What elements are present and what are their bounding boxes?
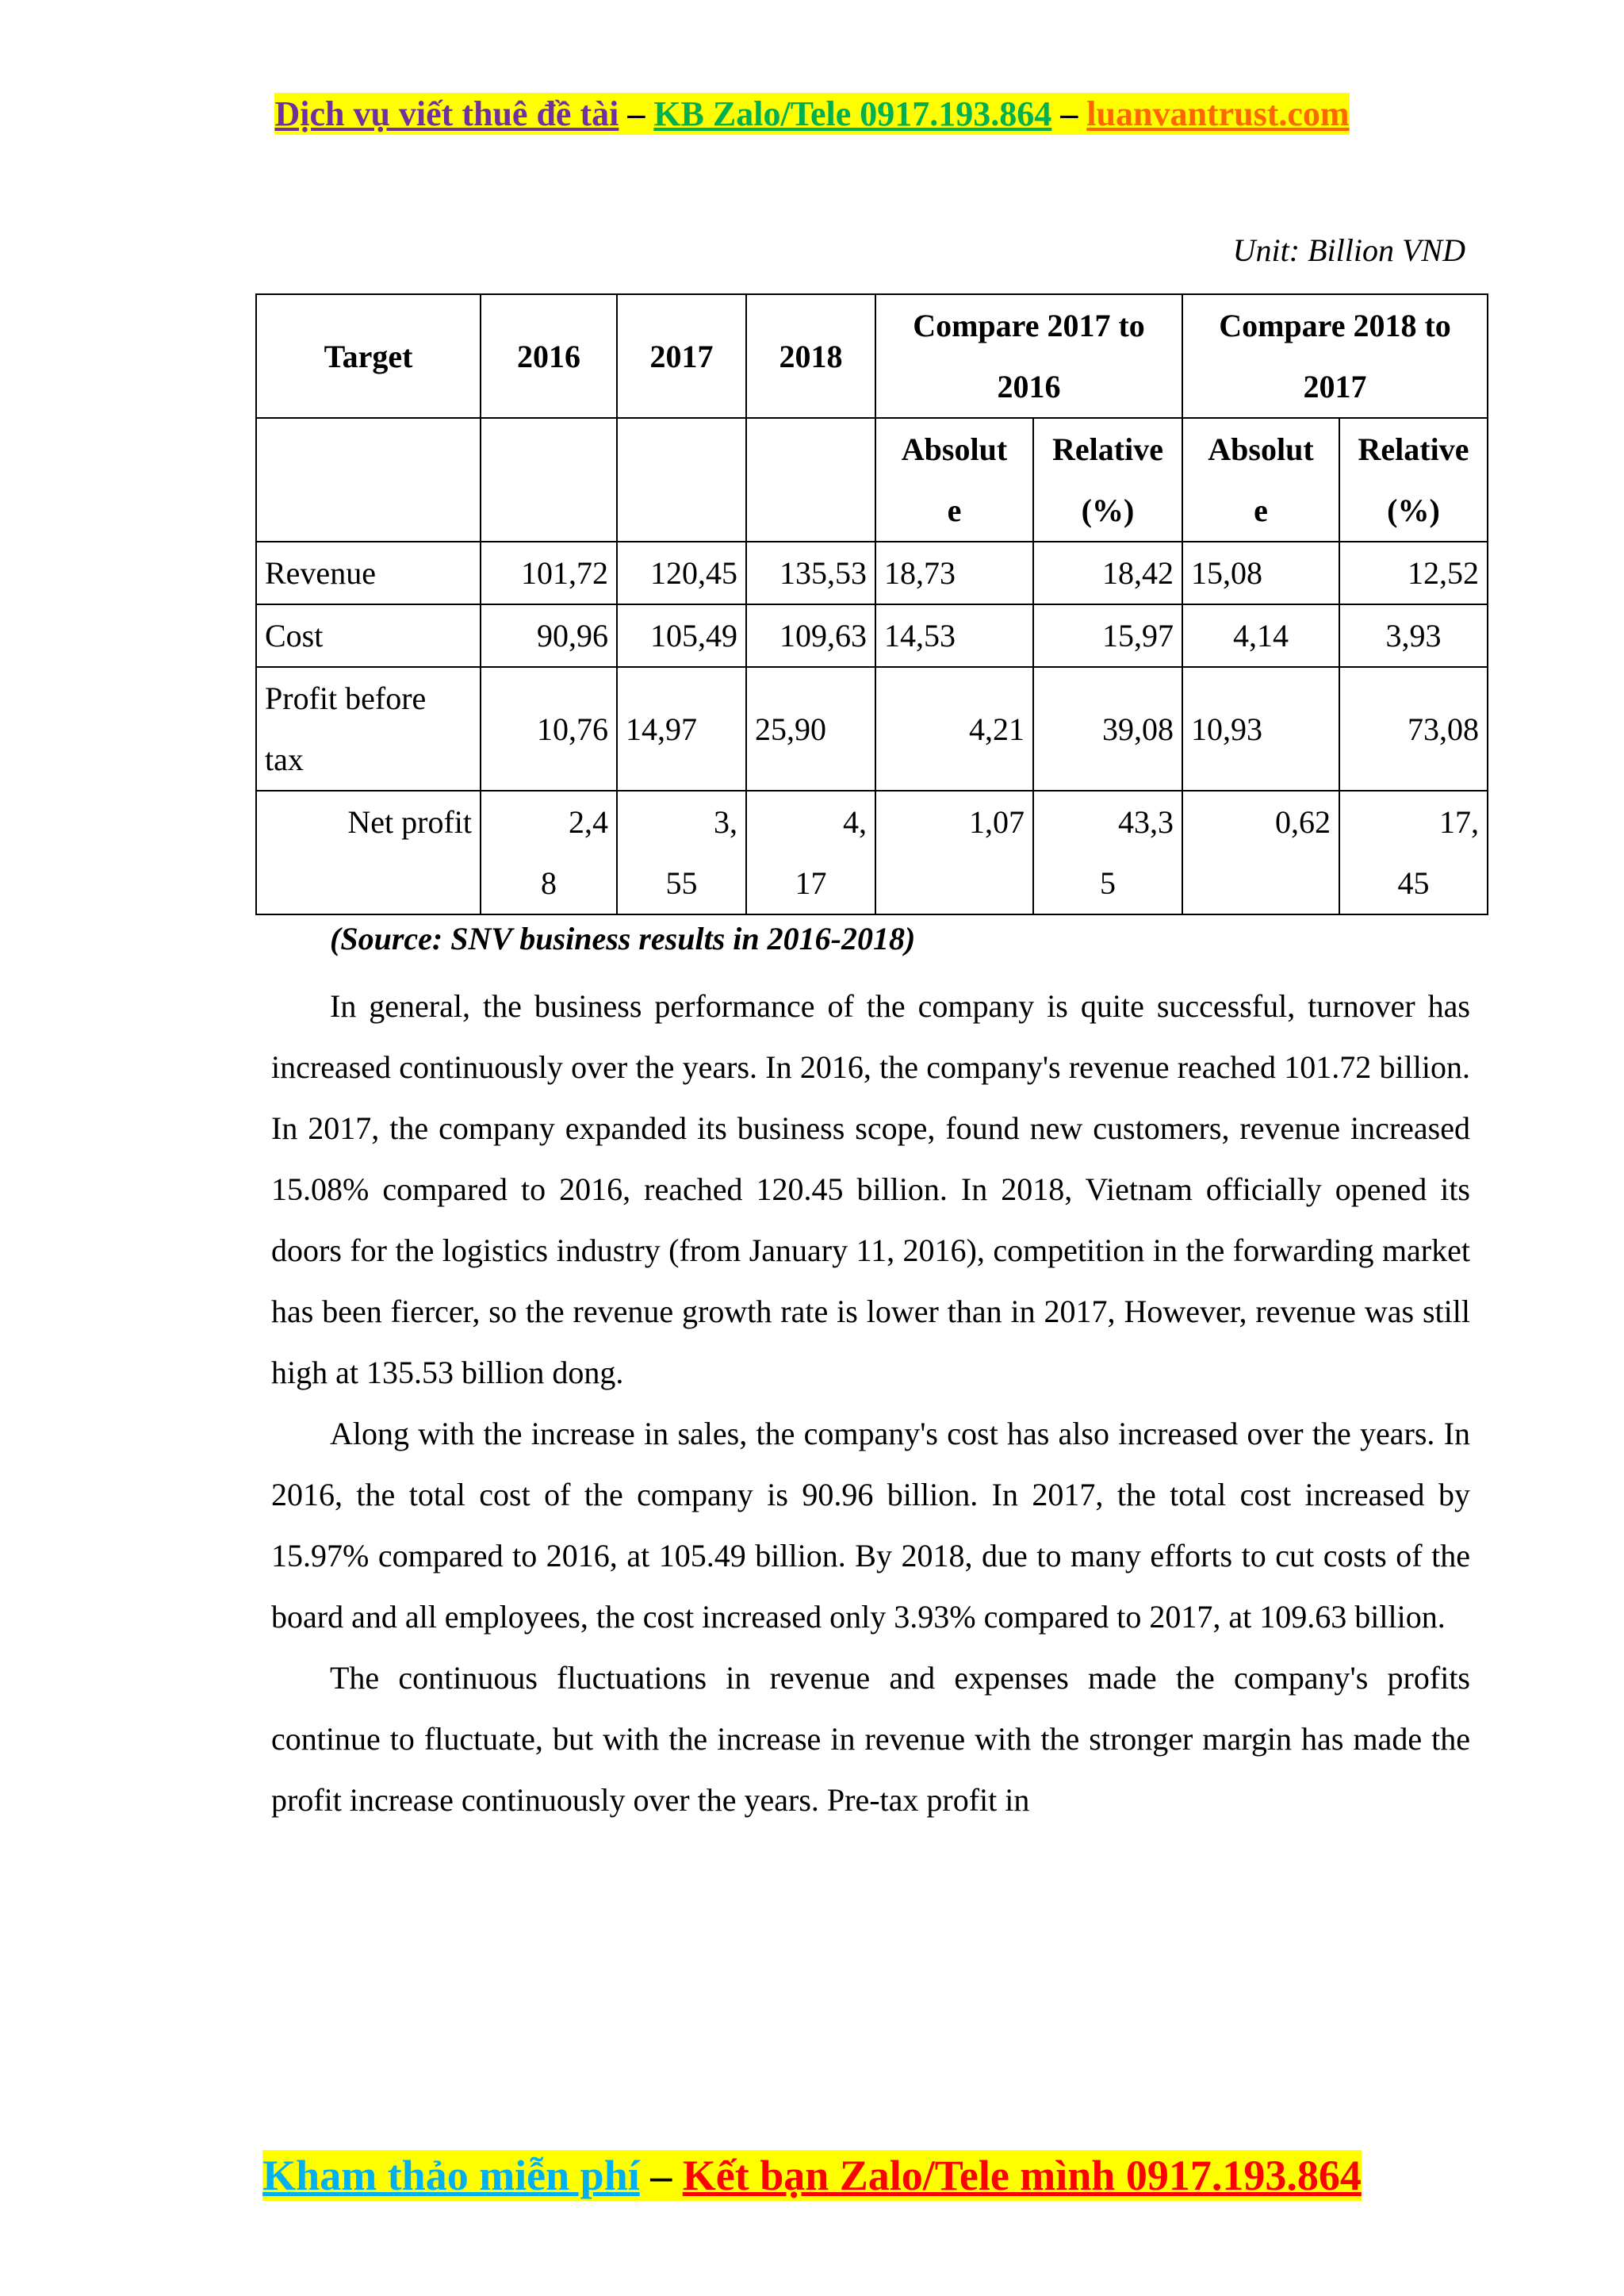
cell-relative-1: 15,97 (1033, 604, 1182, 667)
cell-absolute-2: 15,08 (1182, 542, 1339, 604)
cell-relative-2: 73,08 (1339, 667, 1488, 791)
footer-banner-separator: – (639, 2152, 683, 2199)
header-banner-website-link[interactable]: luanvantrust.com (1086, 94, 1350, 133)
header-2016: 2016 (481, 294, 617, 418)
paragraph: In general, the business performance of the company is quite successful, turnover has increased continuously over the years. In 2016, the company's revenue reached 101.72 billion. In 2017, the company expanded its business scope, found new customers, revenue increased 15.08% compared to 2016, reached 120.45 billion. In 2018, Vietnam officially opened its doors for the logistics industry (from January 11, 2016), competition in the forwarding market has been fiercer, so the revenue growth rate is lower than in 2017, However, revenue was still high at 135.53 billion dong. (271, 988, 1470, 1390)
table-header-row (256, 294, 1488, 418)
cell-2018: 4, 17 (746, 791, 875, 914)
cell-2017: 14,97 (617, 667, 746, 791)
table-row-cost (256, 604, 1488, 667)
header-banner-service[interactable]: Dịch vụ viết thuê đề tài (274, 94, 619, 133)
cell-relative-1: 18,42 (1033, 542, 1182, 604)
table-row-revenue (256, 542, 1488, 604)
cell-absolute-1: 18,73 (875, 542, 1033, 604)
cell-relative-2: 12,52 (1339, 542, 1488, 604)
header-target: Target (256, 294, 481, 418)
cell-absolute-1: 4,21 (875, 667, 1033, 791)
header-relative-1: Relative (%) (1033, 418, 1182, 542)
business-results-table (255, 293, 1488, 915)
cell-relative-2: 17, 45 (1339, 791, 1488, 914)
paragraph: Along with the increase in sales, the company's cost has also increased over the years. In 2016, the total cost of the company is 90.96 billion. In 2017, the total cost increased by 15.97% compared to 2016, at 105.49 billion. By 2018, due to many efforts to cut costs of the board and all employees, the cost increased only 3.93% compared to 2017, at 109.63 billion. (271, 1416, 1470, 1635)
table-source-caption: (Source: SNV business results in 2016-2018) (330, 921, 916, 956)
cell-2018: 25,90 (746, 667, 875, 791)
header-banner-contact[interactable]: KB Zalo/Tele 0917.193.864 (653, 94, 1052, 133)
header-banner-separator: – (1051, 94, 1087, 133)
table-row-net-profit (256, 791, 1488, 914)
row-label: Net profit (256, 791, 481, 914)
header-relative-2: Relative (%) (1339, 418, 1488, 542)
table-cell-empty (481, 418, 617, 542)
header-absolute-1: Absolut e (875, 418, 1033, 542)
header-2018: 2018 (746, 294, 875, 418)
table-row-profit-before-tax (256, 667, 1488, 791)
cell-2017: 120,45 (617, 542, 746, 604)
cell-absolute-1: 1,07 (875, 791, 1033, 914)
table-unit-caption: Unit: Billion VND (1232, 232, 1465, 268)
row-label: Cost (256, 604, 481, 667)
cell-2017: 105,49 (617, 604, 746, 667)
header-compare-2017-2016: Compare 2017 to 2016 (875, 294, 1182, 418)
footer-banner-contact[interactable]: Kết bạn Zalo/Tele mình 0917.193.864 (682, 2152, 1362, 2199)
cell-2016: 90,96 (481, 604, 617, 667)
footer-banner (0, 2151, 1624, 2200)
footer-banner-free-reference[interactable]: Kham thảo miễn phí (262, 2152, 640, 2199)
cell-relative-1: 39,08 (1033, 667, 1182, 791)
header-compare-2018-2017: Compare 2018 to 2017 (1182, 294, 1488, 418)
header-banner-separator: – (619, 94, 654, 133)
cell-relative-1: 43,3 5 (1033, 791, 1182, 914)
cell-absolute-2: 0,62 (1182, 791, 1339, 914)
header-banner (0, 94, 1624, 134)
cell-2016: 10,76 (481, 667, 617, 791)
cell-absolute-2: 10,93 (1182, 667, 1339, 791)
cell-absolute-2: 4,14 (1182, 604, 1339, 667)
table-cell-empty (256, 418, 481, 542)
cell-relative-2: 3,93 (1339, 604, 1488, 667)
header-2017: 2017 (617, 294, 746, 418)
cell-2017: 3, 55 (617, 791, 746, 914)
table-subheader-row (256, 418, 1488, 542)
table-cell-empty (746, 418, 875, 542)
body-text (271, 976, 1470, 1830)
cell-2018: 135,53 (746, 542, 875, 604)
row-label: Profit before tax (256, 667, 481, 791)
cell-2016: 2,4 8 (481, 791, 617, 914)
row-label: Revenue (256, 542, 481, 604)
header-absolute-2: Absolut e (1182, 418, 1339, 542)
cell-absolute-1: 14,53 (875, 604, 1033, 667)
cell-2016: 101,72 (481, 542, 617, 604)
table-cell-empty (617, 418, 746, 542)
cell-2018: 109,63 (746, 604, 875, 667)
paragraph: The continuous fluctuations in revenue and expenses made the company's profits continue to fluctuate, but with the increase in revenue with the stronger margin has made the profit increase continuously over the years. Pre-tax profit in (271, 1660, 1470, 1818)
